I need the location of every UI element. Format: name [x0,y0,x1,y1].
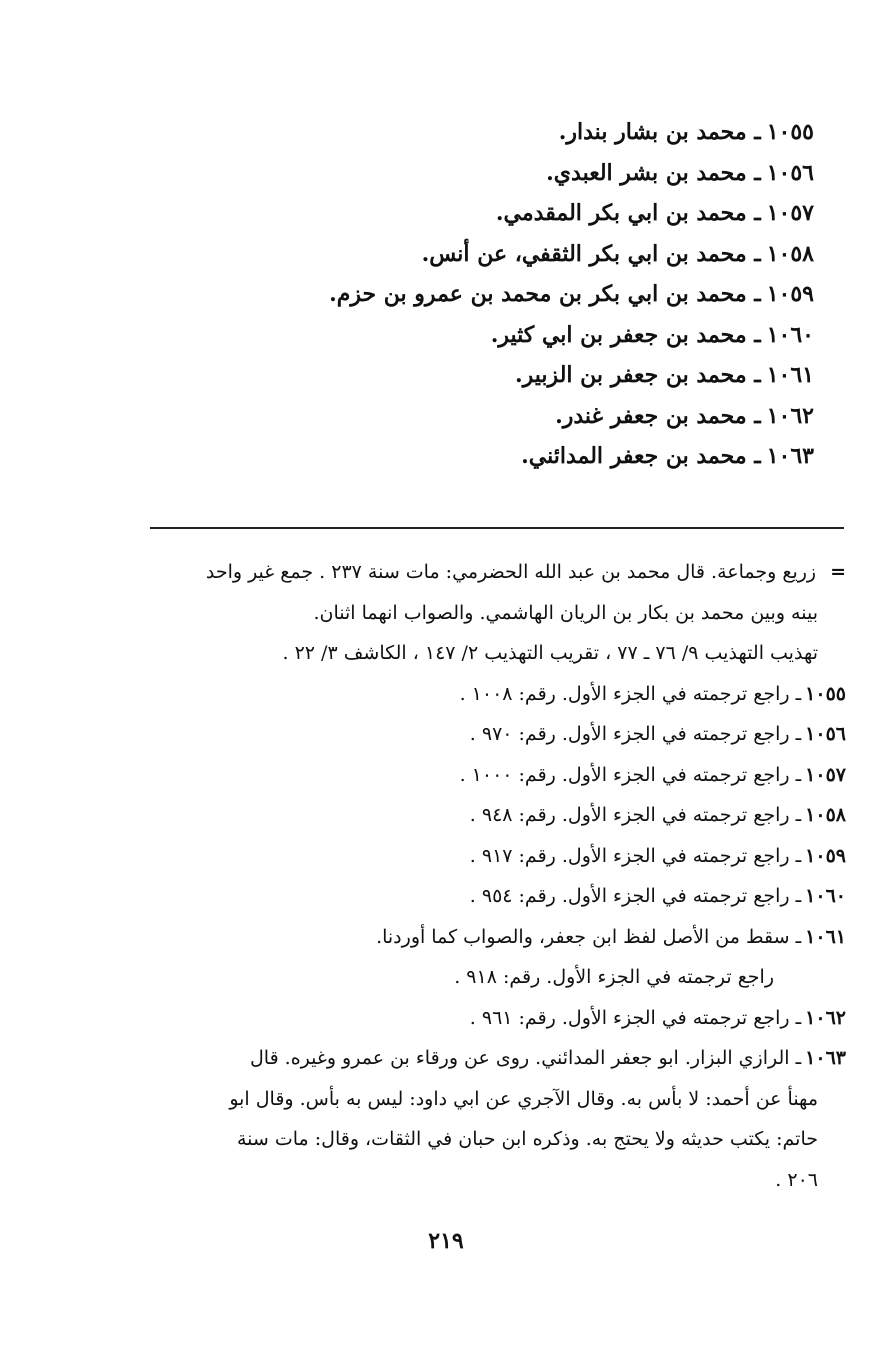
footnote-number: ١٠٦٢ [805,1006,846,1029]
footnote-number: ١٠٦١ [805,925,846,948]
entry-text: ـ محمد بن جعفر المدائني. [521,443,761,469]
entry-text: ـ محمد بن ابي بكر بن محمد بن عمرو بن حزم. [329,281,761,307]
footnote-divider [150,527,844,529]
footnote-number: ١٠٦٣ [805,1047,846,1069]
entry-number: ١٠٦١ [766,362,814,388]
footnote-text: ـ راجع ترجمته في الجزء الأول. رقم: ٩٦١ . [469,1006,802,1029]
entry-number: ١٠٥٨ [766,240,814,267]
continued-note-line-3: تهذيب التهذيب ٩/ ٧٦ ـ ٧٧ ، تقريب التهذيب ٢/ ١٤٧ ، الكاشف ٣/ ٢٢ . [282,642,818,664]
entry-text: ـ محمد بن ابي بكر الثقفي، عن أنس. [421,240,761,267]
footnote-1058 [146,795,846,836]
footnote-1055 [146,674,846,715]
continuation-marker: = [830,561,846,583]
footnote-text: ـ راجع ترجمته في الجزء الأول. رقم: ٩٧٠ . [469,723,802,745]
footnote-1062 [146,998,846,1039]
entry-number: ١٠٦٣ [766,443,814,469]
entry-number: ١٠٥٧ [766,200,814,226]
entry-1057 [194,193,814,234]
page-number: ٢١٩ [428,1228,464,1254]
footnote-text: ـ راجع ترجمته في الجزء الأول. رقم: ٩٤٨ . [469,804,802,826]
entry-1059 [194,274,814,315]
footnote-text: ـ سقط من الأصل لفظ ابن جعفر، والصواب كما أوردنا. [376,925,802,948]
entry-text: ـ محمد بن جعفر غندر. [555,402,761,429]
entry-list [194,112,814,477]
entry-number: ١٠٥٩ [766,281,814,307]
footnote-1061 [146,917,846,958]
entry-number: ١٠٥٥ [766,119,814,145]
entry-number: ١٠٦٢ [766,402,814,429]
entry-text: ـ محمد بن بشر العبدي. [546,159,761,186]
entry-number: ١٠٥٦ [766,159,814,186]
entry-text: ـ محمد بن ابي بكر المقدمي. [495,200,761,226]
entry-1060 [194,315,814,356]
footnote-text: ـ راجع ترجمته في الجزء الأول. رقم: ٩١٧ . [469,844,802,867]
footnote-text: ـ الرازي البزار. ابو جعفر المدائني. روى عن ورقاء بن عمرو وغيره. قال [249,1047,802,1069]
footnote-1063-line-2: مهنأ عن أحمد: لا بأس به. وقال الآجري عن ابي داود: ليس به بأس. وقال ابو [229,1087,818,1110]
entry-1063 [194,436,814,477]
footnote-1059 [146,836,846,877]
entry-text: ـ محمد بن جعفر بن الزبير. [515,362,761,388]
footnote-number: ١٠٦٠ [805,885,846,907]
footnote-1056 [146,714,846,755]
entry-number: ١٠٦٠ [766,321,814,348]
footnote-number: ١٠٥٨ [805,804,846,826]
footnote-number: ١٠٥٦ [805,723,846,745]
entry-text: ـ محمد بن بشار بندار. [558,119,761,145]
footnote-1057 [146,755,846,796]
footnote-text: ـ راجع ترجمته في الجزء الأول. رقم: ١٠٠٨ . [459,682,802,705]
footnote-number: ١٠٥٩ [805,844,846,867]
footnotes [146,552,846,1200]
entry-1058 [194,234,814,275]
footnote-1063 [146,1038,846,1079]
continued-note-line-2: بينه وبين محمد بن بكار بن الريان الهاشمي. والصواب انهما اثنان. [313,601,818,624]
continued-note-line-1 [146,552,846,593]
footnote-number: ١٠٥٧ [805,763,846,786]
footnote-1061-reference: راجع ترجمته في الجزء الأول. رقم: ٩١٨ . [454,966,774,988]
entry-1055 [194,112,814,153]
footnote-1063-line-3: حاتم: يكتب حديثه ولا يحتج به. وذكره ابن حبان في الثقات، وقال: مات سنة [236,1128,818,1150]
entry-1062 [194,396,814,437]
entry-1056 [194,153,814,194]
footnote-text: ـ راجع ترجمته في الجزء الأول. رقم: ٩٥٤ . [469,885,802,907]
entry-1061 [194,355,814,396]
footnote-1063-line-4: ٢٠٦ . [775,1168,818,1191]
footnote-1060 [146,876,846,917]
footnote-text: ـ راجع ترجمته في الجزء الأول. رقم: ١٠٠٠ . [459,763,802,786]
entry-text: ـ محمد بن جعفر بن ابي كثير. [490,321,761,348]
footnote-number: ١٠٥٥ [805,682,846,705]
continued-note-text: زريع وجماعة. قال محمد بن عبد الله الحضرمي: مات سنة ٢٣٧ . جمع غير واحد [205,561,817,583]
